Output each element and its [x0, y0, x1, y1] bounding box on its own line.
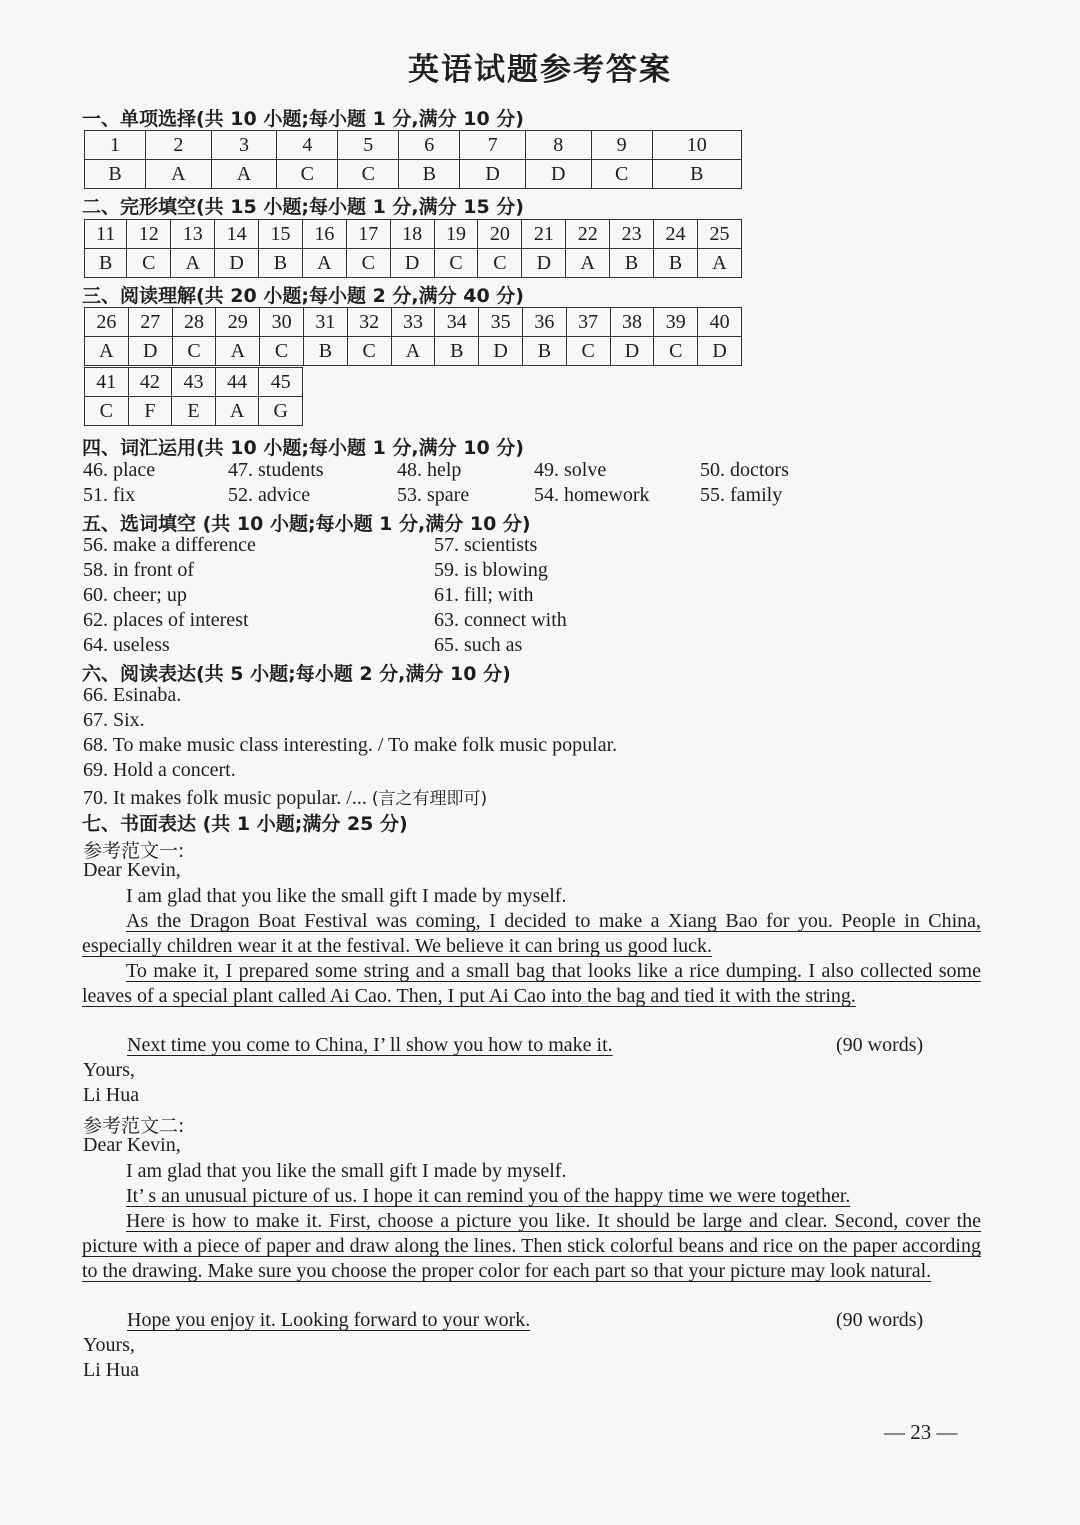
essay-1-paragraph-2 [82, 909, 981, 959]
section-1-heading: 一、单项选择(共 10 小题;每小题 1 分,满分 10 分) [82, 108, 524, 130]
question-number: 26 [85, 308, 129, 337]
fill-answer: 56. make a difference [83, 534, 256, 556]
answer-cell: C [338, 160, 399, 189]
reading-answer: 69. Hold a concert. [83, 759, 236, 781]
question-number: 27 [128, 308, 172, 337]
answer-table-3 [84, 307, 742, 366]
question-number: 37 [566, 308, 610, 337]
fill-answer: 62. places of interest [83, 609, 249, 631]
answer-cell: D [215, 249, 259, 278]
question-number: 8 [525, 131, 591, 160]
question-number: 45 [259, 368, 303, 397]
vocab-answer: 50. doctors [700, 459, 789, 481]
essay-2-paragraph-2-text: It’ s an unusual picture of us. I hope it can remind you of the happy time we were together. [126, 1185, 851, 1207]
question-number: 13 [171, 220, 215, 249]
question-number: 12 [127, 220, 171, 249]
page-title: 英语试题参考答案 [408, 52, 672, 88]
vocab-answer: 53. spare [397, 484, 470, 506]
answer-table-2 [84, 219, 742, 278]
answer-cell: B [85, 160, 146, 189]
essay-2-paragraph-4: Hope you enjoy it. Looking forward to your work. [127, 1309, 531, 1331]
reading-answer-70: 70. It makes folk music popular. /... [83, 787, 367, 809]
question-number: 21 [522, 220, 566, 249]
answer-cell: B [85, 249, 127, 278]
fill-answer: 61. fill; with [434, 584, 534, 606]
question-number: 39 [654, 308, 698, 337]
answer-cell: A [216, 337, 260, 366]
answer-cell: D [479, 337, 523, 366]
answer-cell: B [399, 160, 460, 189]
vocab-answer: 52. advice [228, 484, 311, 506]
essay-1-paragraph-3 [82, 959, 981, 1009]
answer-cell: B [522, 337, 566, 366]
answer-cell: D [610, 337, 654, 366]
answer-table-3b [84, 367, 303, 426]
table-row [85, 337, 742, 366]
section-7-heading: 七、书面表达 (共 1 小题;满分 25 分) [82, 813, 408, 835]
question-number: 22 [566, 220, 610, 249]
reading-answer-note: (言之有理即可) [371, 789, 488, 809]
answer-table-1 [84, 130, 742, 189]
question-number: 19 [434, 220, 478, 249]
answer-cell: C [277, 160, 338, 189]
vocab-answer: 55. family [700, 484, 783, 506]
fill-answer: 65. such as [434, 634, 523, 656]
answer-cell: C [346, 249, 390, 278]
answer-cell: A [566, 249, 610, 278]
question-number: 6 [399, 131, 460, 160]
question-number: 1 [85, 131, 146, 160]
essay-1-paragraph-2-text: As the Dragon Boat Festival was coming, I decided to make a Xiang Bao for you. People in China, especially children wear it at the festival. We believe it can bring us good luck. [82, 910, 981, 957]
answer-cell: D [522, 249, 566, 278]
vocab-answer: 54. homework [534, 484, 650, 506]
question-number: 32 [347, 308, 391, 337]
question-number: 2 [145, 131, 211, 160]
fill-answer: 57. scientists [434, 534, 538, 556]
question-number: 38 [610, 308, 654, 337]
essay-2-paragraph-3 [82, 1209, 981, 1284]
answer-cell: F [128, 397, 172, 426]
answer-cell: C [260, 337, 304, 366]
question-number: 33 [391, 308, 435, 337]
table-row [85, 131, 742, 160]
essay-2-signature: Li Hua [83, 1359, 140, 1381]
essay-2-word-count: (90 words) [836, 1309, 924, 1331]
answer-cell: D [525, 160, 591, 189]
essay-2-paragraph-2 [82, 1184, 981, 1209]
answer-cell: C [434, 249, 478, 278]
answer-cell: A [85, 337, 129, 366]
essay-2-paragraph-3-text: Here is how to make it. First, choose a picture you like. It should be large and clear. Second, cover the picture with a piece of paper and draw along the lines. Then stick colorful beans and rice on the paper according to the drawing. Make sure you choose the proper color for each part so that your picture may look natural. [82, 1210, 981, 1282]
fill-answer: 59. is blowing [434, 559, 548, 581]
essay-2-paragraph-1: I am glad that you like the small gift I made by myself. [126, 1160, 567, 1182]
table-row [85, 308, 742, 337]
section-6-heading: 六、阅读表达(共 5 小题;每小题 2 分,满分 10 分) [82, 663, 511, 685]
vocab-answer: 49. solve [534, 459, 607, 481]
question-number: 43 [172, 368, 216, 397]
essay-2-label: 参考范文二: [83, 1115, 185, 1137]
section-2-heading: 二、完形填空(共 15 小题;每小题 1 分,满分 15 分) [82, 196, 524, 218]
question-number: 3 [211, 131, 277, 160]
answer-cell: B [435, 337, 479, 366]
answer-cell: D [460, 160, 526, 189]
essay-1-paragraph-3-text: To make it, I prepared some string and a small bag that looks like a rice dumping. I also collected some leaves of a special plant called Ai Cao. Then, I put Ai Cao into the bag and tied it with the string. [82, 960, 981, 1007]
table-row [85, 249, 742, 278]
table-row [85, 397, 303, 426]
question-number: 25 [697, 220, 741, 249]
answer-cell: C [478, 249, 522, 278]
answer-cell: C [85, 397, 129, 426]
answer-cell: C [347, 337, 391, 366]
question-number: 23 [610, 220, 654, 249]
answer-cell: C [127, 249, 171, 278]
essay-2-closing: Yours, [83, 1334, 135, 1356]
answer-cell: E [172, 397, 216, 426]
reading-answer [83, 784, 487, 810]
question-number: 35 [479, 308, 523, 337]
question-number: 9 [591, 131, 652, 160]
answer-cell: C [566, 337, 610, 366]
question-number: 10 [652, 131, 741, 160]
essay-2-greeting: Dear Kevin, [83, 1134, 181, 1156]
section-5-heading: 五、选词填空 (共 10 小题;每小题 1 分,满分 10 分) [82, 513, 531, 535]
essay-1-closing: Yours, [83, 1059, 135, 1081]
question-number: 40 [698, 308, 742, 337]
answer-cell: A [391, 337, 435, 366]
fill-answer: 63. connect with [434, 609, 567, 631]
answer-cell: D [128, 337, 172, 366]
question-number: 42 [128, 368, 172, 397]
question-number: 14 [215, 220, 259, 249]
vocab-answer: 47. students [228, 459, 324, 481]
answer-cell: A [171, 249, 215, 278]
vocab-answer: 46. place [83, 459, 156, 481]
answer-cell: B [610, 249, 654, 278]
section-4-heading: 四、词汇运用(共 10 小题;每小题 1 分,满分 10 分) [82, 437, 524, 459]
answer-cell: B [652, 160, 741, 189]
answer-cell: A [302, 249, 346, 278]
answer-cell: A [215, 397, 259, 426]
answer-cell: A [145, 160, 211, 189]
answer-cell: B [303, 337, 347, 366]
question-number: 7 [460, 131, 526, 160]
question-number: 20 [478, 220, 522, 249]
question-number: 36 [522, 308, 566, 337]
question-number: 24 [654, 220, 698, 249]
answer-cell: C [591, 160, 652, 189]
vocab-answer: 51. fix [83, 484, 136, 506]
question-number: 30 [260, 308, 304, 337]
answer-cell: B [259, 249, 303, 278]
page-number: — 23 — [884, 1420, 958, 1444]
answer-cell: B [654, 249, 698, 278]
reading-answer: 67. Six. [83, 709, 145, 731]
answer-cell: D [390, 249, 434, 278]
fill-answer: 58. in front of [83, 559, 195, 581]
question-number: 34 [435, 308, 479, 337]
answer-cell: C [654, 337, 698, 366]
question-number: 16 [302, 220, 346, 249]
answer-cell: D [698, 337, 742, 366]
question-number: 4 [277, 131, 338, 160]
question-number: 18 [390, 220, 434, 249]
essay-1-paragraph-1: I am glad that you like the small gift I made by myself. [126, 885, 567, 907]
question-number: 41 [85, 368, 129, 397]
table-row [85, 220, 742, 249]
question-number: 5 [338, 131, 399, 160]
question-number: 44 [215, 368, 259, 397]
question-number: 28 [172, 308, 216, 337]
essay-1-signature: Li Hua [83, 1084, 140, 1106]
answer-cell: C [172, 337, 216, 366]
vocab-answer: 48. help [397, 459, 462, 481]
essay-1-word-count: (90 words) [836, 1034, 924, 1056]
reading-answer: 66. Esinaba. [83, 684, 182, 706]
question-number: 31 [303, 308, 347, 337]
question-number: 17 [346, 220, 390, 249]
fill-answer: 60. cheer; up [83, 584, 187, 606]
section-3-heading: 三、阅读理解(共 20 小题;每小题 2 分,满分 40 分) [82, 285, 524, 307]
fill-answer: 64. useless [83, 634, 170, 656]
answer-cell: A [697, 249, 741, 278]
question-number: 29 [216, 308, 260, 337]
table-row [85, 368, 303, 397]
answer-cell: A [211, 160, 277, 189]
essay-2-body [82, 1159, 981, 1284]
question-number: 11 [85, 220, 127, 249]
essay-1-body [82, 884, 981, 1009]
essay-1-label: 参考范文一: [83, 840, 185, 862]
table-row [85, 160, 742, 189]
reading-answer: 68. To make music class interesting. / To make folk music popular. [83, 734, 618, 756]
essay-1-greeting: Dear Kevin, [83, 859, 181, 881]
answer-cell: G [259, 397, 303, 426]
question-number: 15 [259, 220, 303, 249]
essay-1-paragraph-4: Next time you come to China, I’ ll show you how to make it. [127, 1034, 613, 1056]
